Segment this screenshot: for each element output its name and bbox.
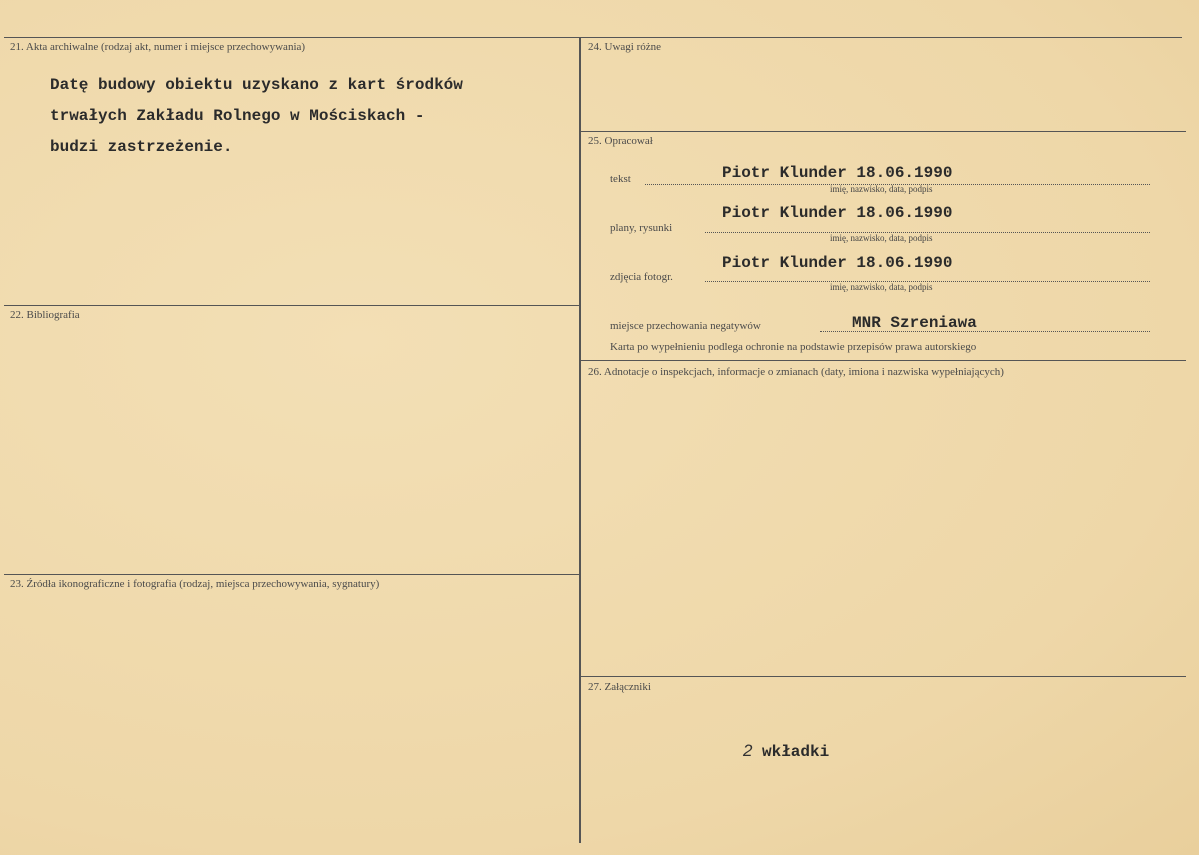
author-drawings-value: Piotr Klunder 18.06.1990: [722, 204, 953, 222]
copyright-note: Karta po wypełnieniu podlega ochronie na podstawie przepisów prawa autorskiego: [610, 341, 977, 353]
section-24-label: 24. Uwagi różne: [588, 41, 662, 53]
center-divider: [579, 37, 581, 843]
author-text-caption: imię, nazwisko, data, podpis: [830, 184, 933, 194]
section-25-label: 25. Opracował: [588, 135, 653, 147]
section-26-label: 26. Adnotacje o inspekcjach, informacje o zmianach (daty, imiona i nazwiska wypełniających): [588, 366, 1004, 378]
negatives-value: MNR Szreniawa: [852, 314, 977, 332]
divider-24-25: [581, 131, 1186, 132]
author-text-value: Piotr Klunder 18.06.1990: [722, 164, 953, 182]
section-22-label: 22. Bibliografia: [10, 309, 80, 321]
section-21-line-2: trwałych Zakładu Rolnego w Mościskach -: [50, 107, 425, 125]
author-text-label: tekst: [610, 173, 631, 185]
divider-21-22: [4, 305, 579, 306]
divider-22-23: [4, 574, 579, 575]
author-photos-caption: imię, nazwisko, data, podpis: [830, 282, 933, 292]
author-drawings-caption: imię, nazwisko, data, podpis: [830, 233, 933, 243]
section-27-label: 27. Załączniki: [588, 681, 651, 693]
author-photos-value: Piotr Klunder 18.06.1990: [722, 254, 953, 272]
divider-25-26: [581, 360, 1186, 361]
negatives-label: miejsce przechowania negatywów: [610, 320, 761, 332]
section-21-label: 21. Akta archiwalne (rodzaj akt, numer i miejsce przechowywania): [10, 41, 306, 53]
section-23-label: 23. Źródła ikonograficzne i fotografia (rodzaj, miejsca przechowywania, sygnatury): [10, 578, 380, 590]
attachments-count: 2: [743, 741, 753, 760]
top-border-line: [4, 37, 1182, 38]
author-photos-label: zdjęcia fotogr.: [610, 271, 673, 283]
section-21-line-3: budzi zastrzeżenie.: [50, 138, 233, 156]
author-drawings-label: plany, rysunki: [610, 222, 673, 234]
divider-26-27: [581, 676, 1186, 677]
section-21-line-1: Datę budowy obiektu uzyskano z kart środków: [50, 76, 463, 94]
attachments-value: wkładki: [762, 743, 830, 761]
